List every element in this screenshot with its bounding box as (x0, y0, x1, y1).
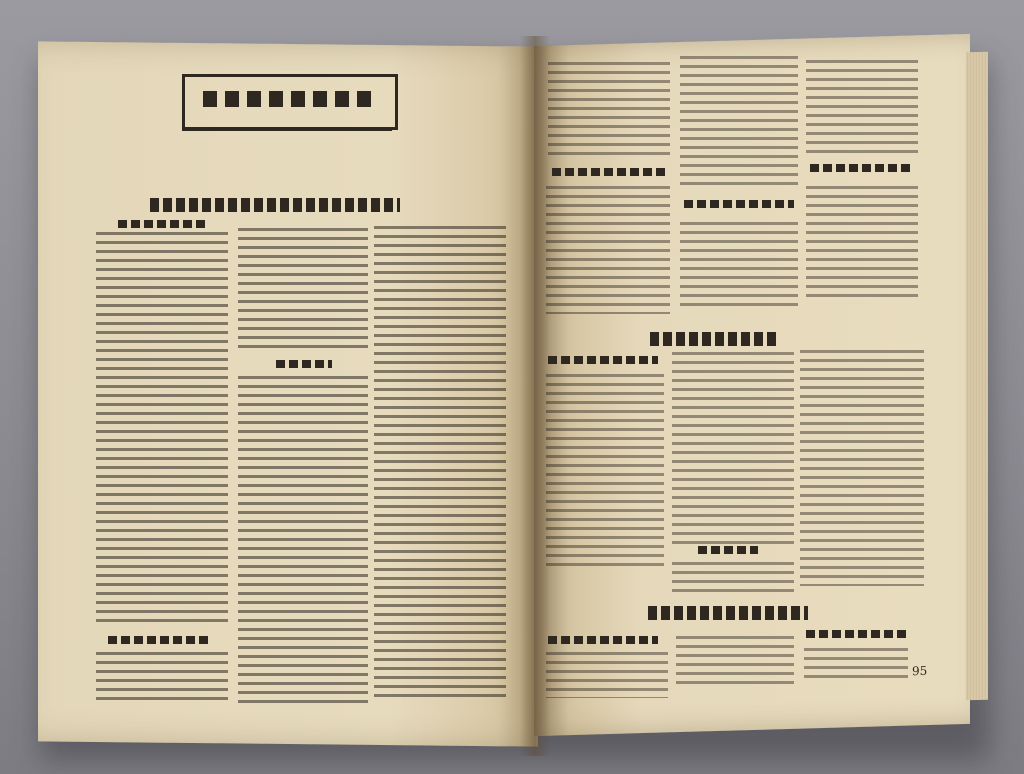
subsection-title-left (118, 220, 208, 228)
page-stack-edge (966, 52, 988, 701)
left-column-2-text (238, 376, 368, 704)
chronicle-heading-box (182, 74, 398, 130)
right-bottom-subhead-1 (548, 636, 658, 644)
left-column-3-text (374, 226, 506, 702)
right-bottom-subhead-3 (806, 630, 910, 638)
left-column-2-text-top (238, 228, 368, 350)
right-lower-subhead-1 (548, 356, 658, 364)
right-column-2-text-mid (680, 222, 798, 306)
left-column-1-text-end (96, 652, 228, 700)
left-column-1-text (96, 232, 228, 624)
right-lower-column-1-text (546, 374, 664, 570)
page-number: 95 (912, 663, 928, 679)
right-lower-subhead-2 (698, 546, 758, 554)
right-column-3-text-top (806, 60, 918, 156)
heading-underline (182, 128, 392, 131)
right-bottom-column-2-text (676, 636, 794, 688)
section-title-bar (150, 198, 400, 212)
right-column-2-text-top (680, 56, 798, 186)
left-column-1-subhead (108, 636, 208, 644)
right-column-1-subhead (552, 168, 668, 176)
right-bottom-column-3-text (804, 648, 908, 678)
right-lower-column-3-text (800, 350, 924, 586)
right-lower-column-2-text-end (672, 562, 794, 598)
left-column-2-subhead (276, 360, 332, 368)
right-column-1-text-mid (546, 186, 670, 314)
right-section-title-bar (650, 332, 780, 346)
right-bottom-column-1-text (546, 652, 668, 698)
right-lower-column-2-text (672, 352, 794, 548)
right-bottom-title-bar (648, 606, 808, 620)
right-column-3-subhead (810, 164, 914, 172)
right-column-3-text-mid (806, 186, 918, 302)
right-column-2-subhead (684, 200, 794, 208)
right-column-1-text-top (548, 62, 670, 158)
